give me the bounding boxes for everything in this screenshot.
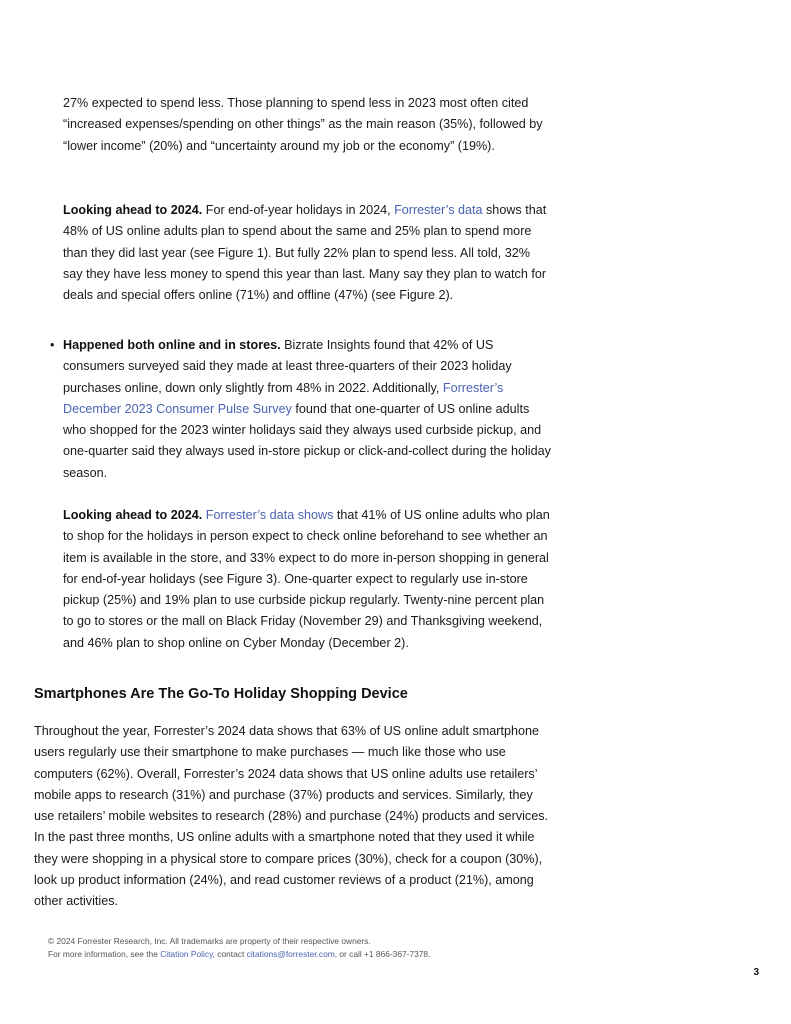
paragraph-spending-less xyxy=(63,93,553,157)
text-span: , or call +1 866-367-7378. xyxy=(334,949,431,959)
paragraph-text xyxy=(63,200,553,306)
footer xyxy=(48,935,430,961)
footer-contact-line xyxy=(48,948,430,961)
lead-in-bold: Happened both online and in stores. xyxy=(63,338,281,352)
lead-in-bold: Looking ahead to 2024. xyxy=(63,203,203,217)
text-span: shows that 48% of US online adults plan to spend about the same and 25% plan to spend more than they did last year (see Figure 1). But fully 22% plan to spend less. All told, 32% say they have less money to spend this year than last. Many say they plan to watch for deals and special offers online (71%) and offline (47%) (see Figure 2). xyxy=(63,203,547,303)
consumer-pulse-survey-link[interactable]: Forrester’s December 2023 Consumer Pulse Survey xyxy=(63,380,504,416)
citations-email-link[interactable]: citations@forrester.com xyxy=(246,949,335,959)
paragraph-text xyxy=(63,505,553,654)
section-heading: Smartphones Are The Go-To Holiday Shopping Device xyxy=(34,686,408,702)
copyright-notice: © 2024 Forrester Research, Inc. All trademarks are property of their respective owners. xyxy=(48,936,371,946)
text-span: For end-of-year holidays in 2024, xyxy=(202,203,395,217)
bullet-marker: • xyxy=(50,338,55,352)
text-span: that 41% of US online adults who plan to shop for the holidays in person expect to check online beforehand to see whether an item is available in the store, and 33% expect to do more in-person shopping in general for end-of-year holidays (see Figure 3). One-quarter expect to regularly use in-store pickup (25%) and 19% plan to use curbside pickup regularly. Twenty-nine percent plan to go to stores or the mall on Black Friday (November 29) and Thanksgiving weekend, and 46% plan to shop online on Cyber Monday (December 2). xyxy=(63,508,550,650)
bullet-text xyxy=(63,335,553,484)
forresters-data-shows-link[interactable]: Forrester’s data shows xyxy=(205,508,334,522)
bullet-online-and-stores xyxy=(63,335,553,484)
forresters-data-link[interactable]: Forrester’s data xyxy=(394,203,483,217)
citation-policy-link[interactable]: Citation Policy xyxy=(160,949,213,959)
paragraph-looking-ahead-spending xyxy=(63,200,553,306)
paragraph-looking-ahead-in-store xyxy=(63,505,553,654)
text-span: found that one-quarter of US online adults who shopped for the 2023 winter holidays said they always used curbside pickup, and one-quarter said they always used in-store pickup or click-and-collect during the holiday season. xyxy=(63,401,551,480)
page-number: 3 xyxy=(753,967,759,978)
text-span: , contact xyxy=(212,949,247,959)
text-span: For more information, see the xyxy=(48,949,161,959)
paragraph-text: 27% expected to spend less. Those planning to spend less in 2023 most often cited “increased expenses/spending on other things” as the main reason (35%), followed by “lower income” (20%) and “uncertainty around my job or the economy” (19%). xyxy=(63,96,543,153)
section-body: Throughout the year, Forrester’s 2024 data shows that 63% of US online adult smartphone users regularly use their smartphone to make purchases — much like those who use computers (62%). Overall, Forrester’s 2024 data shows that US online adults use retailers’ mobile apps to research (31%) and purchase (37%) products and services. Similarly, they use retailers’ mobile websites to research (28%) and purchase (24%) products and services. In the past three months, US online adults with a smartphone noted that they used it while they were shopping in a physical store to compare prices (30%), check for a coupon (30%), look up product information (24%), and read customer reviews of a product (21%), among other activities. xyxy=(34,724,549,909)
text-span: Bizrate Insights found that 42% of US consumers surveyed said they made at least three-quarters of their 2023 holiday purchases online, down only slightly from 48% in 2022. Additionally, xyxy=(63,338,512,395)
lead-in-bold: Looking ahead to 2024. xyxy=(63,508,203,522)
